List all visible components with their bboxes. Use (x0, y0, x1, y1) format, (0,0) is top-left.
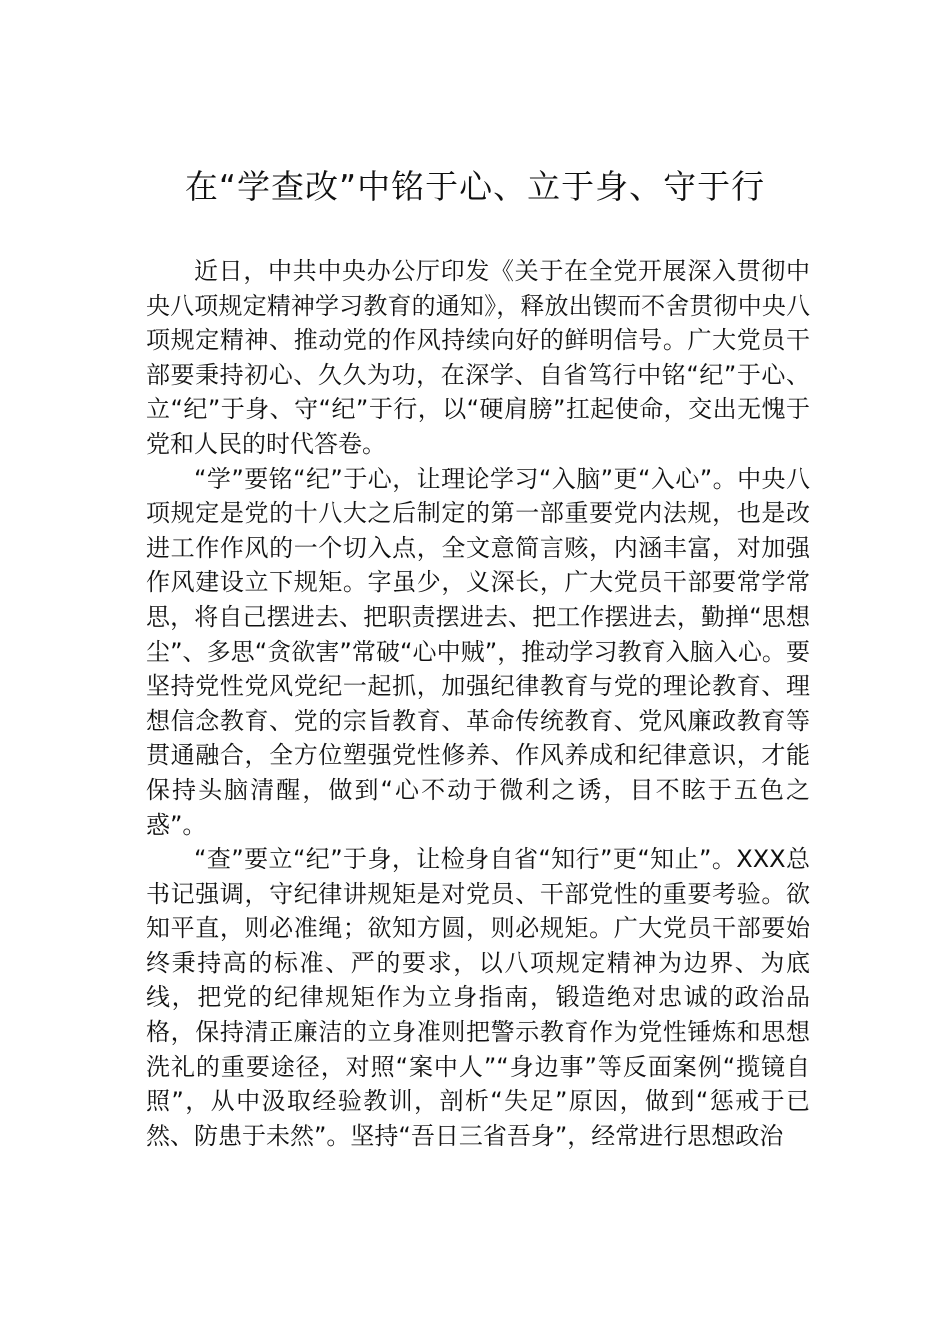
paragraph-learn: “学”要铭“纪”于心，让理论学习“入脑”更“入心”。中央八项规定是党的十八大之后制定的第一部重要党内法规，也是改进工作作风的一个切入点，全文意简言赅，内涵丰富，对加强作风建设立下规矩。字虽少，义深长，广大党员干部要常学常思，将自己摆进去、把职责摆进去、把工作摆进去，勤掸“思想尘”、多思“贪欲害”常破“心中贼”，推动学习教育入脑入心。要坚持党性党风党纪一起抓，加强纪律教育与党的理论教育、理想信念教育、党的宗旨教育、革命传统教育、党风廉政教育等贯通融合，全方位塑强党性修养、作风养成和纪律意识，才能保持头脑清醒，做到“心不动于微利之诱，目不眩于五色之惑”。 (146, 464, 810, 839)
paragraph-intro: 近日，中共中央办公厅印发《关于在全党开展深入贯彻中央八项规定精神学习教育的通知》，释放出锲而不舍贯彻中央八项规定精神、推动党的作风持续向好的鲜明信号。广大党员干部要秉持初心、久久为功，在深学、自省笃行中铭“纪”于心、立“纪”于身、守“纪”于行，以“硬肩膀”扛起使命，交出无愧于党和人民的时代答卷。 (146, 257, 810, 458)
document-title: 在“学查改”中铭于心、立于身、守于行 (184, 167, 766, 206)
document-body (146, 254, 810, 1153)
paragraph-check: “查”要立“纪”于身，让检身自省“知行”更“知止”。XXX总书记强调，守纪律讲规矩是对党员、干部党性的重要考验。欲知平直，则必准绳；欲知方圆，则必规矩。广大党员干部要始终秉持高的标准、严的要求，以八项规定精神为边界、为底线，把党的纪律规矩作为立身指南，锻造绝对忠诚的政治品格，保持清正廉洁的立身准则把警示教育作为党性锤炼和思想洗礼的重要途径，对照“案中人”“身边事”等反面案例“揽镜自照”，从中汲取经验教训，剖析“失足”原因，做到“惩戒于已然、防患于未然”。坚持“吾日三省吾身”，经常进行思想政治 (146, 845, 810, 1150)
